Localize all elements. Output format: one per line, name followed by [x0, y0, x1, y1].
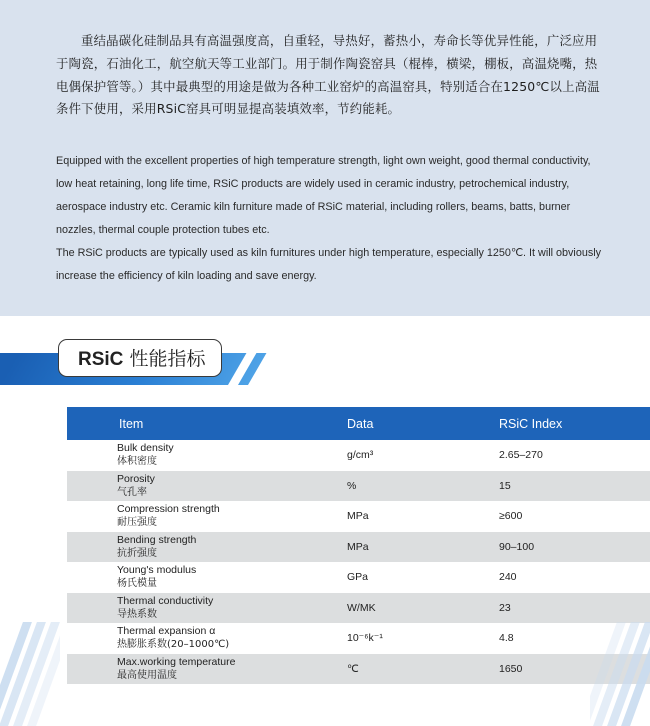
- section-title-brand: RSiC: [78, 349, 124, 370]
- item-cell: [67, 654, 325, 685]
- unit-cell: ℃: [325, 654, 477, 685]
- unit-cell: %: [325, 471, 477, 502]
- item-en: Thermal conductivity: [117, 594, 214, 607]
- table-row: [67, 471, 650, 502]
- value-cell: 240: [499, 571, 517, 584]
- value-cell: 15: [477, 471, 650, 502]
- table-header-row: [67, 407, 650, 440]
- item-zh: 热膨胀系数(20–1000℃): [117, 639, 230, 651]
- value-cell: 23: [477, 593, 650, 624]
- unit-cell: g/cm³: [347, 449, 374, 462]
- section-header: [0, 335, 650, 395]
- spec-table: [67, 407, 650, 684]
- table-row: [67, 440, 650, 471]
- decorative-stripes-right: [590, 622, 650, 726]
- value-cell: ≥600: [499, 510, 523, 523]
- item-en: Thermal expansion α: [117, 625, 216, 638]
- value-cell: 1650: [477, 654, 650, 685]
- item-zh: 耐压强度: [117, 517, 157, 529]
- header-data: Data: [325, 407, 477, 440]
- item-cell: [67, 471, 325, 502]
- section-title-text: 性能指标: [123, 348, 206, 370]
- unit-cell: MPa: [325, 532, 477, 563]
- unit-cell: MPa: [347, 510, 369, 523]
- table-row: [67, 654, 650, 685]
- table-row: [67, 593, 650, 624]
- item-zh: 体积密度: [117, 456, 157, 468]
- unit-cell: 10⁻⁶k⁻¹: [347, 632, 383, 645]
- value-cell: 4.8: [499, 632, 514, 645]
- intro-chinese-paragraph: 重结晶碳化硅制品具有高温强度高，自重轻，导热好，蓄热小，寿命长等优异性能，广泛应用于陶瓷，石油化工，航空航天等工业部门。用于制作陶瓷窑具（棍棒，横梁，棚板，高温烧嘴，热电偶保护管等。）其中最典型的用途是做为各种工业窑炉的高温窑具，特别适合在1250℃以上高温条件下使用，采用RSiC窑具可明显提高装填效率，节约能耗。: [56, 33, 600, 117]
- table-row: [67, 623, 650, 654]
- item-cell: [67, 501, 325, 532]
- value-cell: 90–100: [477, 532, 650, 563]
- table-row: [67, 501, 650, 532]
- item-cell: [67, 440, 325, 471]
- header-index: RSiC Index: [477, 407, 650, 440]
- header-item: Item: [67, 407, 325, 440]
- item-en: Bending strength: [117, 533, 197, 546]
- item-cell: [67, 562, 325, 593]
- item-zh: 气孔率: [117, 486, 147, 498]
- item-en: Bulk density: [117, 442, 174, 455]
- item-zh: 杨氏模量: [117, 578, 157, 590]
- item-zh: 导热系数: [117, 608, 157, 620]
- intro-english-paragraph-1: Equipped with the excellent properties of high temperature strength, light own weight, good thermal conductivity, low heat retaining, long life time, RSiC products are widely used in ceramic industry, petrochemical industry, aerospace industry etc. Ceramic kiln furniture made of RSiC material, including rollers, beams, batts, burner nozzles, thermal couple protection tubes etc.: [56, 155, 591, 236]
- item-en: Young's modulus: [117, 564, 197, 577]
- intro-english-paragraph-2: The RSiC products are typically used as kiln furnitures under high temperature, especially 1250℃. It will obviously increase the efficiency of kiln loading and save energy.: [56, 247, 602, 282]
- item-cell: [67, 532, 325, 563]
- item-cell: [67, 623, 325, 654]
- intro-panel: [0, 0, 650, 316]
- table-row: [67, 562, 650, 593]
- item-cell: [67, 593, 325, 624]
- section-title: [78, 347, 205, 372]
- unit-cell: GPa: [347, 571, 369, 584]
- value-cell: 2.65–270: [499, 449, 543, 462]
- unit-cell: W/MK: [325, 593, 477, 624]
- table-row: [67, 532, 650, 563]
- item-zh: 抗折强度: [117, 547, 157, 559]
- item-en: Porosity: [117, 472, 155, 485]
- decorative-stripes-left: [0, 622, 60, 726]
- item-zh: 最高使用温度: [117, 669, 177, 681]
- item-en: Max.working temperature: [117, 655, 236, 668]
- item-en: Compression strength: [117, 503, 220, 516]
